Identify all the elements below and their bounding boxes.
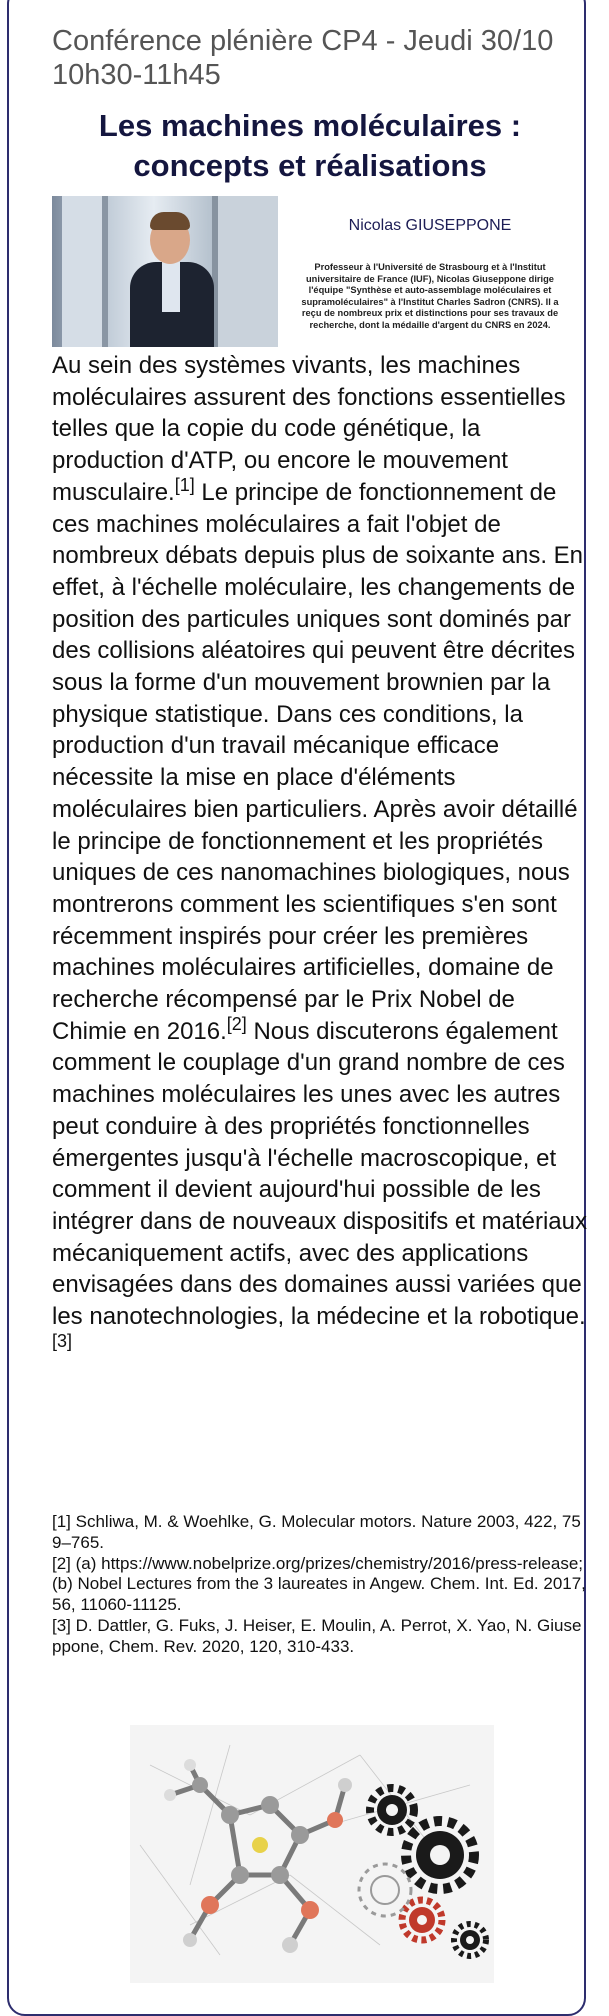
reference-item: [3] D. Dattler, G. Fuks, J. Heiser, E. Moulin, A. Perrot, X. Yao, N. Giuseppone, Chem. Rev. 2020, 120, 310-433.	[52, 1615, 582, 1656]
talk-title: Les machines moléculaires : concepts et réalisations	[98, 108, 522, 183]
molecule-and-gears-illustration	[130, 1725, 494, 1983]
session-heading: Conférence plénière CP4 - Jeudi 30/10 10h30-11h45	[52, 25, 554, 91]
reference-item: [1] Schliwa, M. & Woehlke, G. Molecular motors. Nature 2003, 422, 759–765.	[52, 1512, 581, 1552]
citation-3: [3]	[52, 1330, 73, 1351]
abstract-part-1: Au sein des systèmes vivants, les machines moléculaires assurent des fonctions essentielles telles que la copie du code génétique, la production d'ATP, ou encore le mouvement musculaire.	[52, 352, 566, 506]
reference-item: [2] (a) https://www.nobelprize.org/prizes/chemistry/2016/press-release; (b) Nobel Lectures from the 3 laureates in Angew. Chem. Int. Ed. 2017, 56, 11060-11125.	[52, 1553, 586, 1615]
speaker-bio: Professeur à l'Université de Strasbourg et à l'Institut universitaire de France (IUF), Nicolas Giuseppone dirige l'équipe "Synthèse et auto-assemblage moléculaires et supramoléculaires" à l'Institut Charles Sadron (CNRS). Il a reçu de nombreux prix et distinctions pour ses travaux de recherche, dont la médaille d'argent du CNRS en 2024.	[301, 262, 559, 330]
references	[52, 1512, 588, 1658]
speaker-name: Nicolas GIUSEPPONE	[348, 217, 512, 234]
abstract-part-3: Nous discuterons également comment le couplage d'un grand nombre de ces machines moléculaires les unes avec les autres peut conduire à des propriétés fonctionnelles émergentes jusqu'à l'échelle macroscopique, et comment il devient aujourd'hui possible de les intégrer dans de nouveaux dispositifs et matériaux mécaniquement actifs, avec des applications envisagées dans des domaines aussi variées que les nanotechnologies, la médecine et la robotique.	[52, 1017, 587, 1331]
abstract-part-2: Le principe de fonctionnement de ces machines moléculaires a fait l'objet de nombreux débats depuis plus de soixante ans. En effet, à l'échelle moléculaire, les changements de position des particules uniques sont dominés par des collisions aléatoires qui peuvent être décrites sous la forme d'un mouvement brownien par la physique statistique. Dans ces conditions, la production d'un travail mécanique efficace nécessite la mise en place d'éléments moléculaires bien particuliers. Après avoir détaillé le principe de fonctionnement et les propriétés uniques de ces nanomachines biologiques, nous montrerons comment les scientifiques s'en sont récemment inspirés pour créer les premières machines moléculaires artificielles, domaine de recherche récompensé par le Prix Nobel de Chimie en 2016.	[52, 478, 584, 1045]
citation-2: [2]	[226, 1013, 247, 1034]
abstract-text	[52, 350, 588, 1365]
speaker-photo	[52, 196, 278, 347]
citation-1: [1]	[174, 474, 195, 495]
